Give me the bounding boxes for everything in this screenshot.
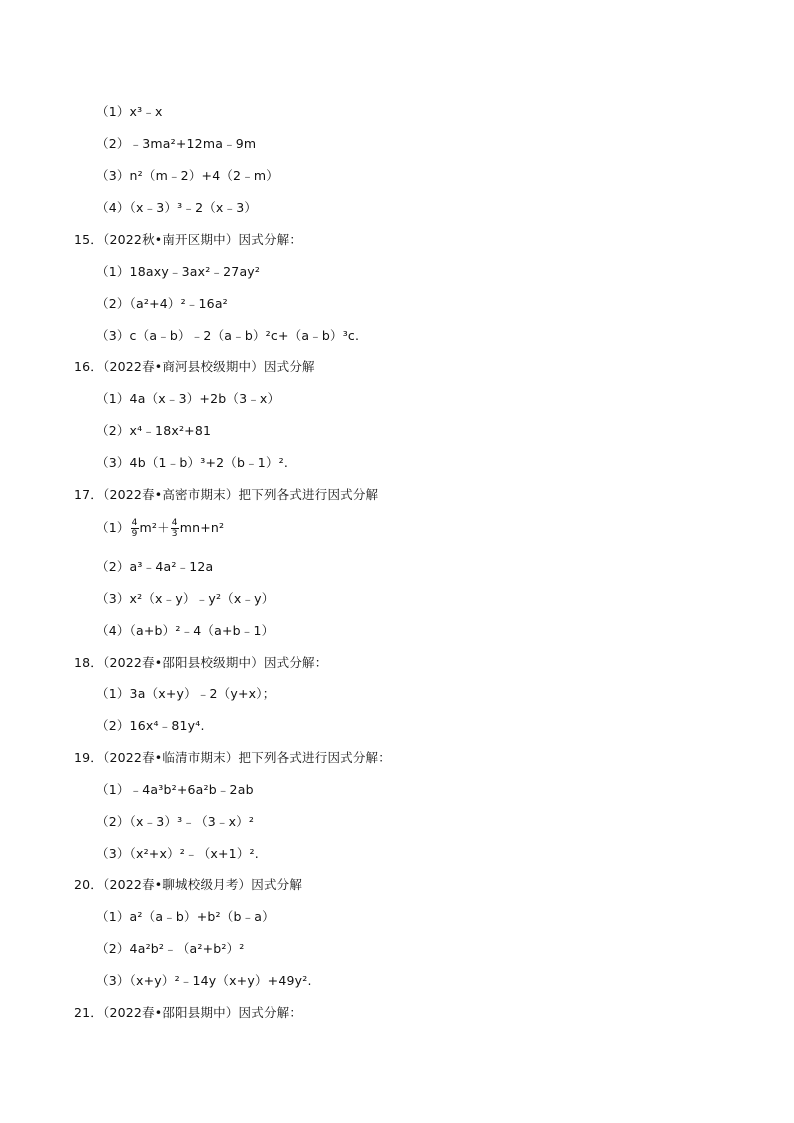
sub-question-line: （3）n²（m﹣2）+4（2﹣m） [96, 168, 279, 183]
sub-question-line: （1）3a（x+y）﹣2（y+x）； [96, 686, 276, 701]
fraction-numerator: 4 [131, 518, 138, 528]
sub-question-line: （1）a²（a﹣b）+b²（b﹣a） [96, 909, 275, 924]
question-16-heading: 16．（2022春•商河县校级期中）因式分解 [74, 359, 315, 374]
sub-question-line: （1）18axy﹣3ax²﹣27ay² [96, 264, 261, 279]
sub-question-line: （2）16x⁴﹣81y⁴. [96, 718, 205, 733]
sub-question-line: （2）x⁴﹣18x²+81 [96, 423, 212, 438]
sub-question-line: （4）（a+b）²﹣4（a+b﹣1） [96, 623, 275, 638]
sub-question-line-fraction [96, 518, 224, 539]
sub-question-line: （1）﹣4a³b²+6a²b﹣2ab [96, 782, 254, 797]
question-17-heading: 17．（2022春•高密市期末）把下列各式进行因式分解 [74, 487, 379, 502]
question-15-heading: 15．（2022秋•南开区期中）因式分解： [74, 232, 303, 247]
fraction-numerator: 4 [171, 518, 178, 528]
sub-question-line: （3）（x²+x）²﹣（x+1）². [96, 846, 259, 861]
fraction-denominator: 3 [171, 529, 178, 539]
question-21-heading: 21．（2022春•邵阳县期中）因式分解： [74, 1005, 303, 1020]
expression-part: m²＋ [139, 520, 170, 535]
sub-question-line: （2）（x﹣3）³﹣（3﹣x）² [96, 814, 255, 829]
fraction [171, 518, 179, 539]
sub-question-line: （1）x³﹣x [96, 104, 163, 119]
sub-question-line: （1）4a（x﹣3）+2b（3﹣x） [96, 391, 281, 406]
sub-question-line: （3）c（a﹣b）﹣2（a﹣b）²c+（a﹣b）³c. [96, 328, 360, 343]
sub-question-line: （4）（x﹣3）³﹣2（x﹣3） [96, 200, 258, 215]
fraction [131, 518, 139, 539]
question-20-heading: 20．（2022春•聊城校级月考）因式分解 [74, 877, 303, 892]
sub-question-line: （2）a³﹣4a²﹣12a [96, 559, 214, 574]
question-19-heading: 19．（2022春•临清市期末）把下列各式进行因式分解： [74, 750, 391, 765]
sub-question-line: （3）（x+y）²﹣14y（x+y）+49y². [96, 973, 312, 988]
sub-question-line: （2）﹣3ma²+12ma﹣9m [96, 136, 257, 151]
sub-question-prefix: （1） [96, 520, 130, 535]
sub-question-line: （3）4b（1﹣b）³+2（b﹣1）². [96, 455, 289, 470]
sub-question-line: （2）（a²+4）²﹣16a² [96, 296, 228, 311]
expression-part: mn+n² [179, 520, 225, 535]
question-18-heading: 18．（2022春•邵阳县校级期中）因式分解： [74, 655, 328, 670]
sub-question-line: （3）x²（x﹣y）﹣y²（x﹣y） [96, 591, 275, 606]
fraction-denominator: 9 [131, 529, 138, 539]
sub-question-line: （2）4a²b²﹣（a²+b²）² [96, 941, 245, 956]
